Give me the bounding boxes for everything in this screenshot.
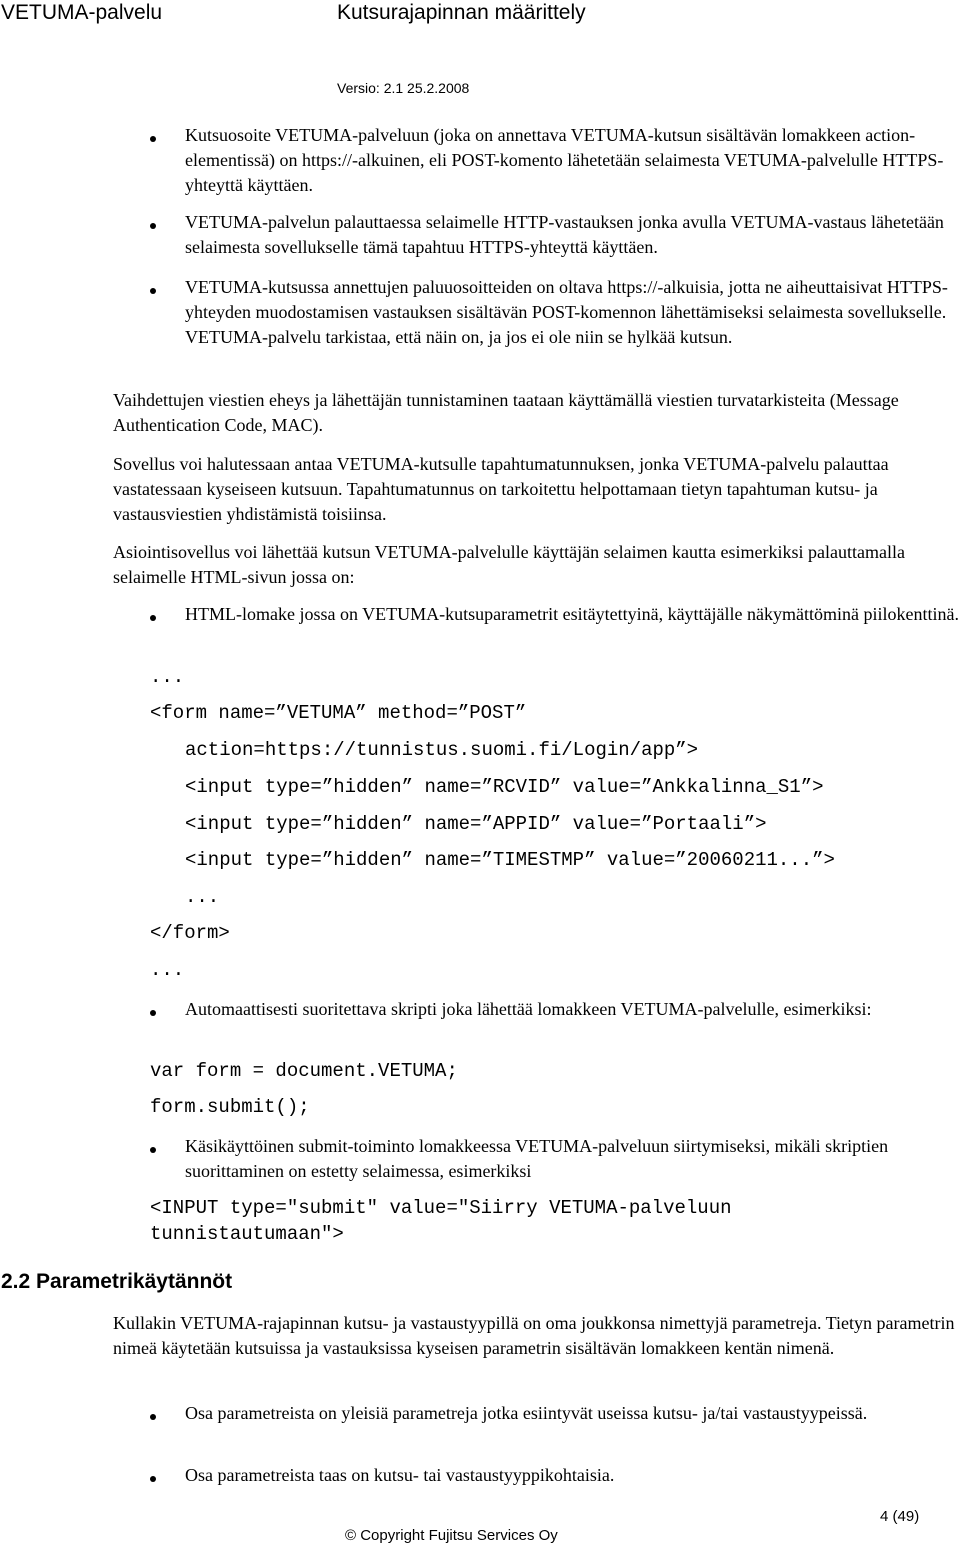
section-heading: 2.2 Parametrikäytännöt bbox=[1, 1270, 233, 1293]
section-paragraph: Kullakin VETUMA-rajapinnan kutsu- ja vastaustyypillä on oma joukkonsa nimettyjä parametreja. Tietyn parametrin nimeä käytetään kutsuissa ja vastauksissa kyseisen parametrin sisältävän lomakkeen kentän nimenä. bbox=[113, 1313, 955, 1358]
bullet-icon bbox=[150, 1147, 156, 1153]
paragraph: Asiointisovellus voi lähettää kutsun VETUMA-palvelulle käyttäjän selaimen kautta esimerkiksi palauttamalla selaimelle HTML-sivun jossa on: bbox=[113, 542, 905, 587]
code-line: ... bbox=[150, 666, 185, 688]
bullet-icon bbox=[150, 615, 156, 621]
bullet-text: Käsikäyttöinen submit-toiminto lomakkeessa VETUMA-palveluun siirtymiseksi, mikäli skriptien suorittaminen on estetty selaimessa, esimerkiksi bbox=[185, 1136, 889, 1181]
footer-copyright: © Copyright Fujitsu Services Oy bbox=[345, 1527, 558, 1544]
header-version: Versio: 2.1 25.2.2008 bbox=[337, 80, 470, 96]
code-line: <input type=”hidden” name=”APPID” value=”Portaali”> bbox=[185, 813, 767, 835]
code-line: <input type=”hidden” name=”RCVID” value=”Ankkalinna_S1”> bbox=[185, 776, 824, 798]
code-line: action=https://tunnistus.suomi.fi/Login/app”> bbox=[185, 739, 699, 761]
bullet-text: Osa parametreista on yleisiä parametreja jotka esiintyvät useissa kutsu- ja/tai vastaustyypeissä. bbox=[185, 1403, 868, 1423]
bullet-icon bbox=[150, 1476, 156, 1482]
page-number: 4 (49) bbox=[880, 1508, 920, 1525]
bullet-text: Kutsuosoite VETUMA-palveluun (joka on annettava VETUMA-kutsun sisältävän lomakkeen action-elementissä) on https://-alkuinen, eli POST-komento lähetetään selaimesta VETUMA-palvelulle HTTPS-yhteyttä käyttäen. bbox=[185, 125, 944, 195]
code-line: <INPUT type="submit" value="Siirry VETUMA-palveluun bbox=[150, 1197, 732, 1219]
bullet-text: HTML-lomake jossa on VETUMA-kutsuparametrit esitäytettyinä, käyttäjälle näkymättöminä piilokenttinä. bbox=[185, 604, 959, 624]
bullet-text: Automaattisesti suoritettava skripti joka lähettää lomakkeen VETUMA-palvelulle, esimerkiksi: bbox=[185, 999, 872, 1019]
header-document-title: Kutsurajapinnan määrittely bbox=[337, 1, 586, 24]
header-app-title: VETUMA-palvelu bbox=[1, 1, 163, 24]
bullet-icon bbox=[150, 1010, 156, 1016]
code-line: <input type=”hidden” name=”TIMESTMP” value=”20060211...”> bbox=[185, 849, 835, 871]
bullet-icon bbox=[150, 288, 156, 294]
bullet-text: VETUMA-palvelun palauttaessa selaimelle HTTP-vastauksen jonka avulla VETUMA-vastaus lähetetään selaimesta sovellukselle tämä tapahtuu HTTPS-yhteyttä käyttäen. bbox=[185, 212, 944, 257]
code-line: ... bbox=[185, 886, 220, 908]
code-line: <form name=”VETUMA” method=”POST” bbox=[150, 702, 527, 724]
paragraph: Sovellus voi halutessaan antaa VETUMA-kutsulle tapahtumatunnuksen, jonka VETUMA-palvelu palauttaa vastatessaan kyseiseen kutsuun. Tapahtumatunnus on tarkoitettu helpottamaan tietyn tapahtuman kutsu- ja vastausviestien yhdistämistä toisiinsa. bbox=[113, 454, 889, 524]
code-line: var form = document.VETUMA; bbox=[150, 1060, 458, 1082]
code-line: tunnistautumaan"> bbox=[150, 1223, 344, 1245]
bullet-icon bbox=[150, 136, 156, 142]
code-line: </form> bbox=[150, 922, 230, 944]
bullet-text: VETUMA-kutsussa annettujen paluuosoitteiden on oltava https://-alkuisia, jotta ne aiheuttaisivat HTTPS-yhteyden muodostamisen vastauksen sisältävän POST-komennon lähettämiseksi selaimesta sovellukselle. VETUMA-palvelu tarkistaa, että näin on, ja jos ei ole niin se hylkää kutsun. bbox=[185, 277, 948, 347]
bullet-text: Osa parametreista taas on kutsu- tai vastaustyyppikohtaisia. bbox=[185, 1465, 615, 1485]
bullet-icon bbox=[150, 223, 156, 229]
bullet-icon bbox=[150, 1414, 156, 1420]
code-line: form.submit(); bbox=[150, 1096, 310, 1118]
code-line: ... bbox=[150, 959, 185, 981]
paragraph: Vaihdettujen viestien eheys ja lähettäjän tunnistaminen taataan käyttämällä viestien turvatarkisteita (Message Authentication Code, MAC). bbox=[113, 390, 899, 435]
